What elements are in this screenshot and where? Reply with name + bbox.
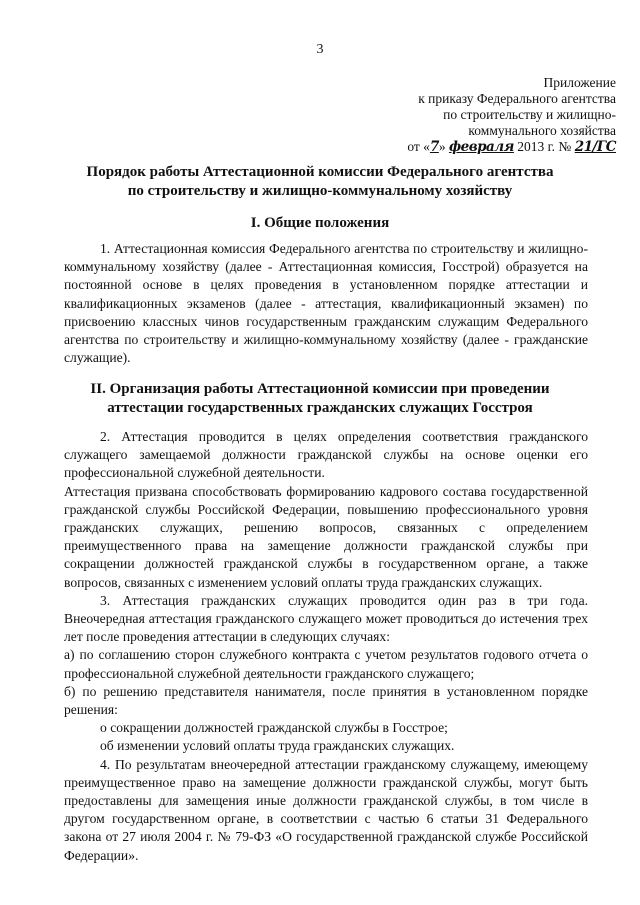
page-number: 3 xyxy=(316,42,324,57)
section-1-heading: I. Общие положения xyxy=(250,215,390,231)
section-2-heading-line-2: аттестации государственных гражданских служащих Госстроя xyxy=(107,400,533,416)
appendix-line: по строительству и жилищно- xyxy=(443,107,616,122)
paragraph-2-continued: Аттестация призвана способствовать формированию кадрового состава государственной гражданской службы Российской Федерации, повышению профессионального уровня гражданских служащих, решению вопросов, связанных с определением преимущественного права на замещение должности гражданской службы при сокращении должностей гражданской службы в государственном органе, а также вопросов, связанных с изменением условий оплаты труда гражданских служащих. xyxy=(64,483,588,590)
date-mid: » xyxy=(438,139,449,154)
appendix-line: Приложение xyxy=(543,75,616,90)
appendix-block xyxy=(356,75,616,155)
document-title xyxy=(40,163,600,201)
appendix-line: к приказу Федерального агентства xyxy=(418,91,616,106)
handwritten-month: февраля xyxy=(448,139,514,155)
handwritten-order-number: 21/ГС xyxy=(574,139,616,155)
paragraph-4: 4. По результатам внеочередной аттестации гражданскому служащему, имеющему преимущественное право на замещение должности гражданской службы, могут быть предоставлены для замещения иные должности гражданской службы, в том числе в другом государственном органе, в соответствии с частью 6 статьи 31 Федерального закона от 27 июля 2004 г. № 79-ФЗ «О государственной гражданской службе Российской Федерации». xyxy=(64,756,588,863)
appendix-line: коммунального хозяйства xyxy=(468,123,616,138)
section-1-body xyxy=(64,240,588,367)
list-item-a: а) по соглашению сторон служебного контракта с учетом результатов годового отчета о профессиональной служебной деятельности гражданского служащего; xyxy=(64,647,588,681)
section-2-heading-line-1: II. Организация работы Аттестационной комиссии при проведении xyxy=(90,381,550,397)
list-item-b: б) по решению представителя нанимателя, после принятия в установленном порядке решения: xyxy=(64,683,588,718)
handwritten-day: 7 xyxy=(429,139,439,155)
paragraph-3: 3. Аттестация гражданских служащих проводится один раз в три года. Внеочередная аттестация гражданского служащего может проводиться до истечения трех лет после проведения аттестации в следующих случаях: xyxy=(64,592,588,645)
date-year: 2013 г. № xyxy=(513,139,575,154)
list-subitem-1: о сокращении должностей гражданской службы в Госстрое; xyxy=(100,720,448,736)
order-date-line xyxy=(356,139,616,155)
paragraph-1: 1. Аттестационная комиссия Федерального агентства по строительству и жилищно-коммунальному хозяйству (далее - Аттестационная комиссия, Госстрой) образуется на постоянной основе в целях проведения в установленном порядке аттестации и квалификационных экзаменов (далее - аттестация, квалификационный экзамен) по присвоению классных чинов государственным гражданским служащим Федерального агентства по строительству и жилищно-коммунальному хозяйству (далее - гражданские служащие). xyxy=(64,241,588,366)
list-subitem-2: об изменении условий оплаты труда гражданских служащих. xyxy=(100,738,455,754)
date-prefix: от « xyxy=(407,139,430,154)
paragraph-2: 2. Аттестация проводится в целях определения соответствия гражданского служащего замещаемой должности гражданской службы на основе оценки его профессиональной служебной деятельности. xyxy=(64,429,588,481)
section-2-body xyxy=(64,428,588,865)
title-line-1: Порядок работы Аттестационной комиссии Федерального агентства xyxy=(86,164,554,180)
title-line-2: по строительству и жилищно-коммунальному хозяйству xyxy=(127,183,513,199)
section-2-heading xyxy=(40,380,600,418)
